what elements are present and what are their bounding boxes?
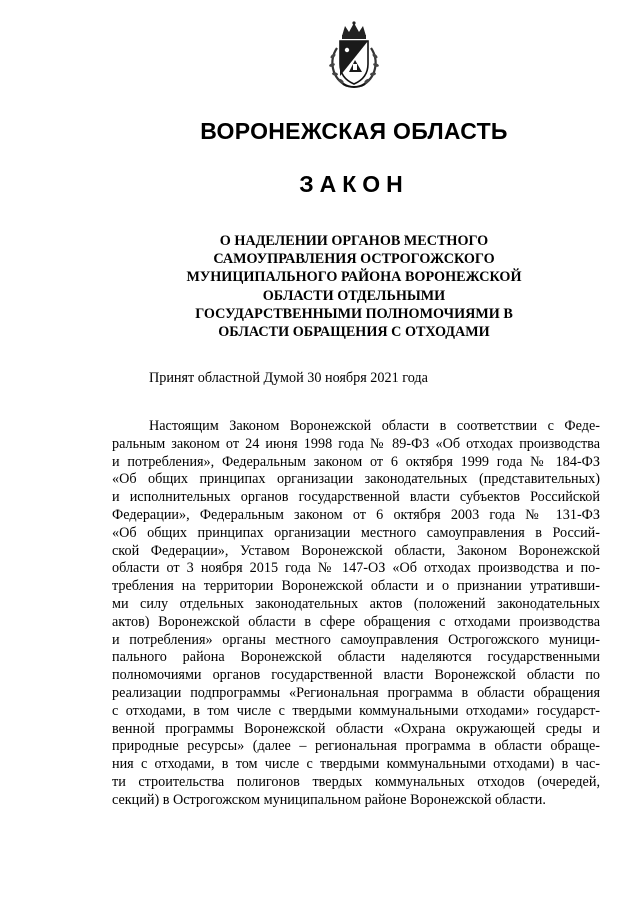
- law-title-line: САМОУПРАВЛЕНИЯ ОСТРОГОЖСКОГО: [213, 251, 495, 268]
- law-title-line: О НАДЕЛЕНИИ ОРГАНОВ МЕСТНОГО: [219, 233, 489, 249]
- paragraph-line: и исполнительных органов государственной власти субъектов Российской: [112, 489, 600, 506]
- paragraph-line: актов) Воронежской области в сфере обращения с отходами производства: [112, 613, 600, 630]
- adoption-date-line: Принят областной Думой 30 ноября 2021 года: [149, 370, 428, 386]
- paragraph-line: с отходами, в том числе с твердыми коммунальными отходами» государст-: [112, 702, 600, 719]
- law-title-line: МУНИЦИПАЛЬНОГО РАЙОНА ВОРОНЕЖСКОЙ: [186, 269, 522, 286]
- body-paragraph: [112, 418, 600, 810]
- coat-of-arms-icon: [325, 20, 383, 90]
- paragraph-line: венной программы Воронежской области «Охрана окружающей среды и: [112, 720, 600, 737]
- paragraph-line: природные ресурсы» (далее – региональная программа в области обраще-: [112, 738, 600, 755]
- paragraph-line: секций) в Острогожском муниципальном районе Воронежской области.: [112, 791, 546, 808]
- paragraph-line: ми силу отдельных законодательных актов (положений законодательных: [112, 595, 600, 612]
- paragraph-line: ти строительства полигонов твердых коммунальных отходов (очередей,: [112, 773, 600, 790]
- document-type-heading: ЗАКОН: [299, 171, 409, 197]
- paragraph-line: реализации подпрограммы «Региональная программа в области обращения: [112, 684, 600, 701]
- paragraph-line: ния с отходами, в том числе с твердыми коммунальными отходами) в час-: [112, 756, 600, 773]
- paragraph-line: пального района Воронежской области наделяются государственными: [112, 649, 600, 666]
- paragraph-line: требления на территории Воронежской области и о признании утративши-: [112, 578, 600, 595]
- law-title-line: ГОСУДАРСТВЕННЫМИ ПОЛНОМОЧИЯМИ В: [195, 305, 513, 322]
- law-title: [160, 232, 548, 341]
- paragraph-line: Настоящим Законом Воронежской области в соответствии с Феде-: [149, 418, 600, 434]
- law-title-line: ОБЛАСТИ ОТДЕЛЬНЫМИ: [262, 287, 446, 304]
- paragraph-line: Федерации», Федеральным законом от 6 октября 2003 года № 131-ФЗ: [112, 506, 600, 523]
- law-title-line: ОБЛАСТИ ОБРАЩЕНИЯ С ОТХОДАМИ: [218, 324, 490, 341]
- paragraph-line: ской Федерации», Уставом Воронежской области, Законом Воронежской: [112, 542, 600, 559]
- region-heading: ВОРОНЕЖСКАЯ ОБЛАСТЬ: [200, 118, 508, 144]
- paragraph-line: «Об общих принципах организации местного самоуправления в Россий-: [112, 524, 600, 541]
- paragraph-line: «Об общих принципах организации законодательных (представительных): [112, 471, 600, 488]
- paragraph-line: полномочиями органов государственной власти Воронежской области по: [112, 667, 600, 684]
- paragraph-line: ральным законом от 24 июня 1998 года № 89-ФЗ «Об отходах производства: [112, 435, 600, 452]
- paragraph-line: и потребления», Федеральным законом от 6 октября 1999 года № 184-ФЗ: [112, 453, 600, 470]
- paragraph-line: и потребления» органы местного самоуправления Острогожского муници-: [112, 631, 600, 648]
- paragraph-line: области от 3 ноября 2015 года № 147-ОЗ «Об отходах производства и по-: [112, 560, 600, 577]
